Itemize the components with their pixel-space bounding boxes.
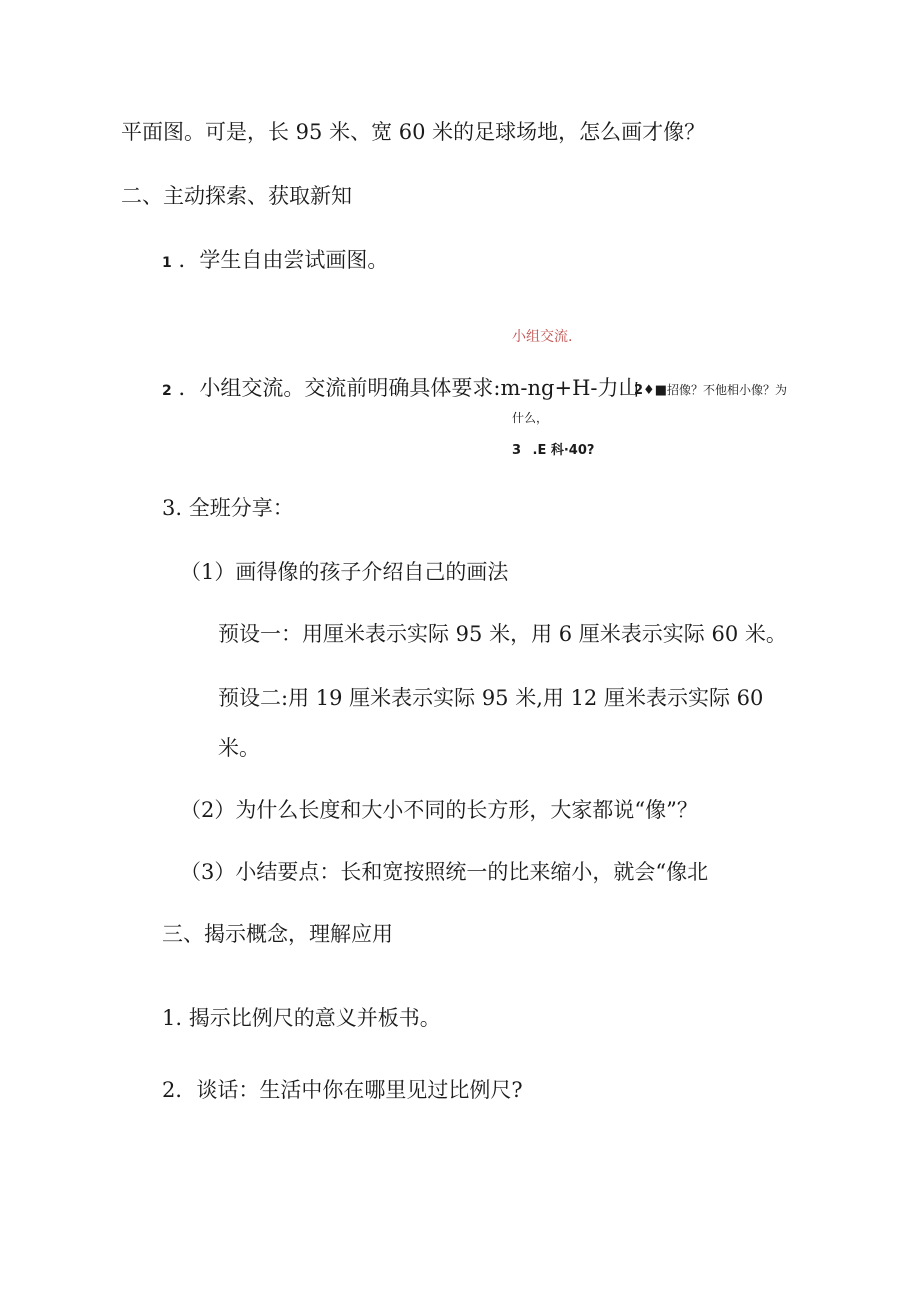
list-number: 3 <box>512 443 522 458</box>
list-item-2 <box>162 374 640 405</box>
section-heading-2: 二、主动探索、获取新知 <box>121 184 352 208</box>
list-item-2-tail-line2: 什么， <box>512 411 549 425</box>
margin-note: 小组交流. <box>512 329 573 345</box>
paragraph-3: 3. 全班分享： <box>162 496 294 520</box>
activity-1: 1. 揭示比例尺的意义并板书。 <box>162 1006 441 1030</box>
sub-item-2: （2）为什么长度和大小不同的长方形，大家都说“像”？ <box>180 798 698 822</box>
list-text: .E 科·40? <box>532 443 595 458</box>
preset-1: 预设一：用厘米表示实际 95 米，用 6 厘米表示实际 60 米。 <box>218 622 787 646</box>
list-item-2-tail <box>634 382 787 399</box>
tail-number: 2♦■ <box>634 383 667 398</box>
sub-item-3: （3）小结要点：长和宽按照统一的比来缩小，就会“像北 <box>180 860 709 884</box>
sub-item-1: （1）画得像的孩子介绍自己的画法 <box>180 560 509 584</box>
section-heading-3: 三、揭示概念，理解应用 <box>162 922 393 946</box>
preset-2-continued: 米。 <box>218 736 260 760</box>
list-text: ．学生自由尝试画图。 <box>178 248 389 272</box>
preset-2: 预设二:用 19 厘米表示实际 95 米,用 12 厘米表示实际 60 <box>218 686 764 710</box>
list-item-1 <box>162 246 388 277</box>
list-text: ．小组交流。交流前明确具体要求:m-ng+H-力山 <box>178 376 640 400</box>
list-item-3 <box>512 442 594 459</box>
paragraph-line: 平面图。可是，长 95 米、宽 60 米的足球场地，怎么画才像？ <box>121 120 706 144</box>
list-number: 2 <box>162 383 172 399</box>
activity-2: 2．谈话：生活中你在哪里见过比例尺? <box>162 1078 523 1102</box>
list-number: 1 <box>162 255 172 271</box>
tail-text: 招像？不他相小像？为 <box>666 383 787 397</box>
